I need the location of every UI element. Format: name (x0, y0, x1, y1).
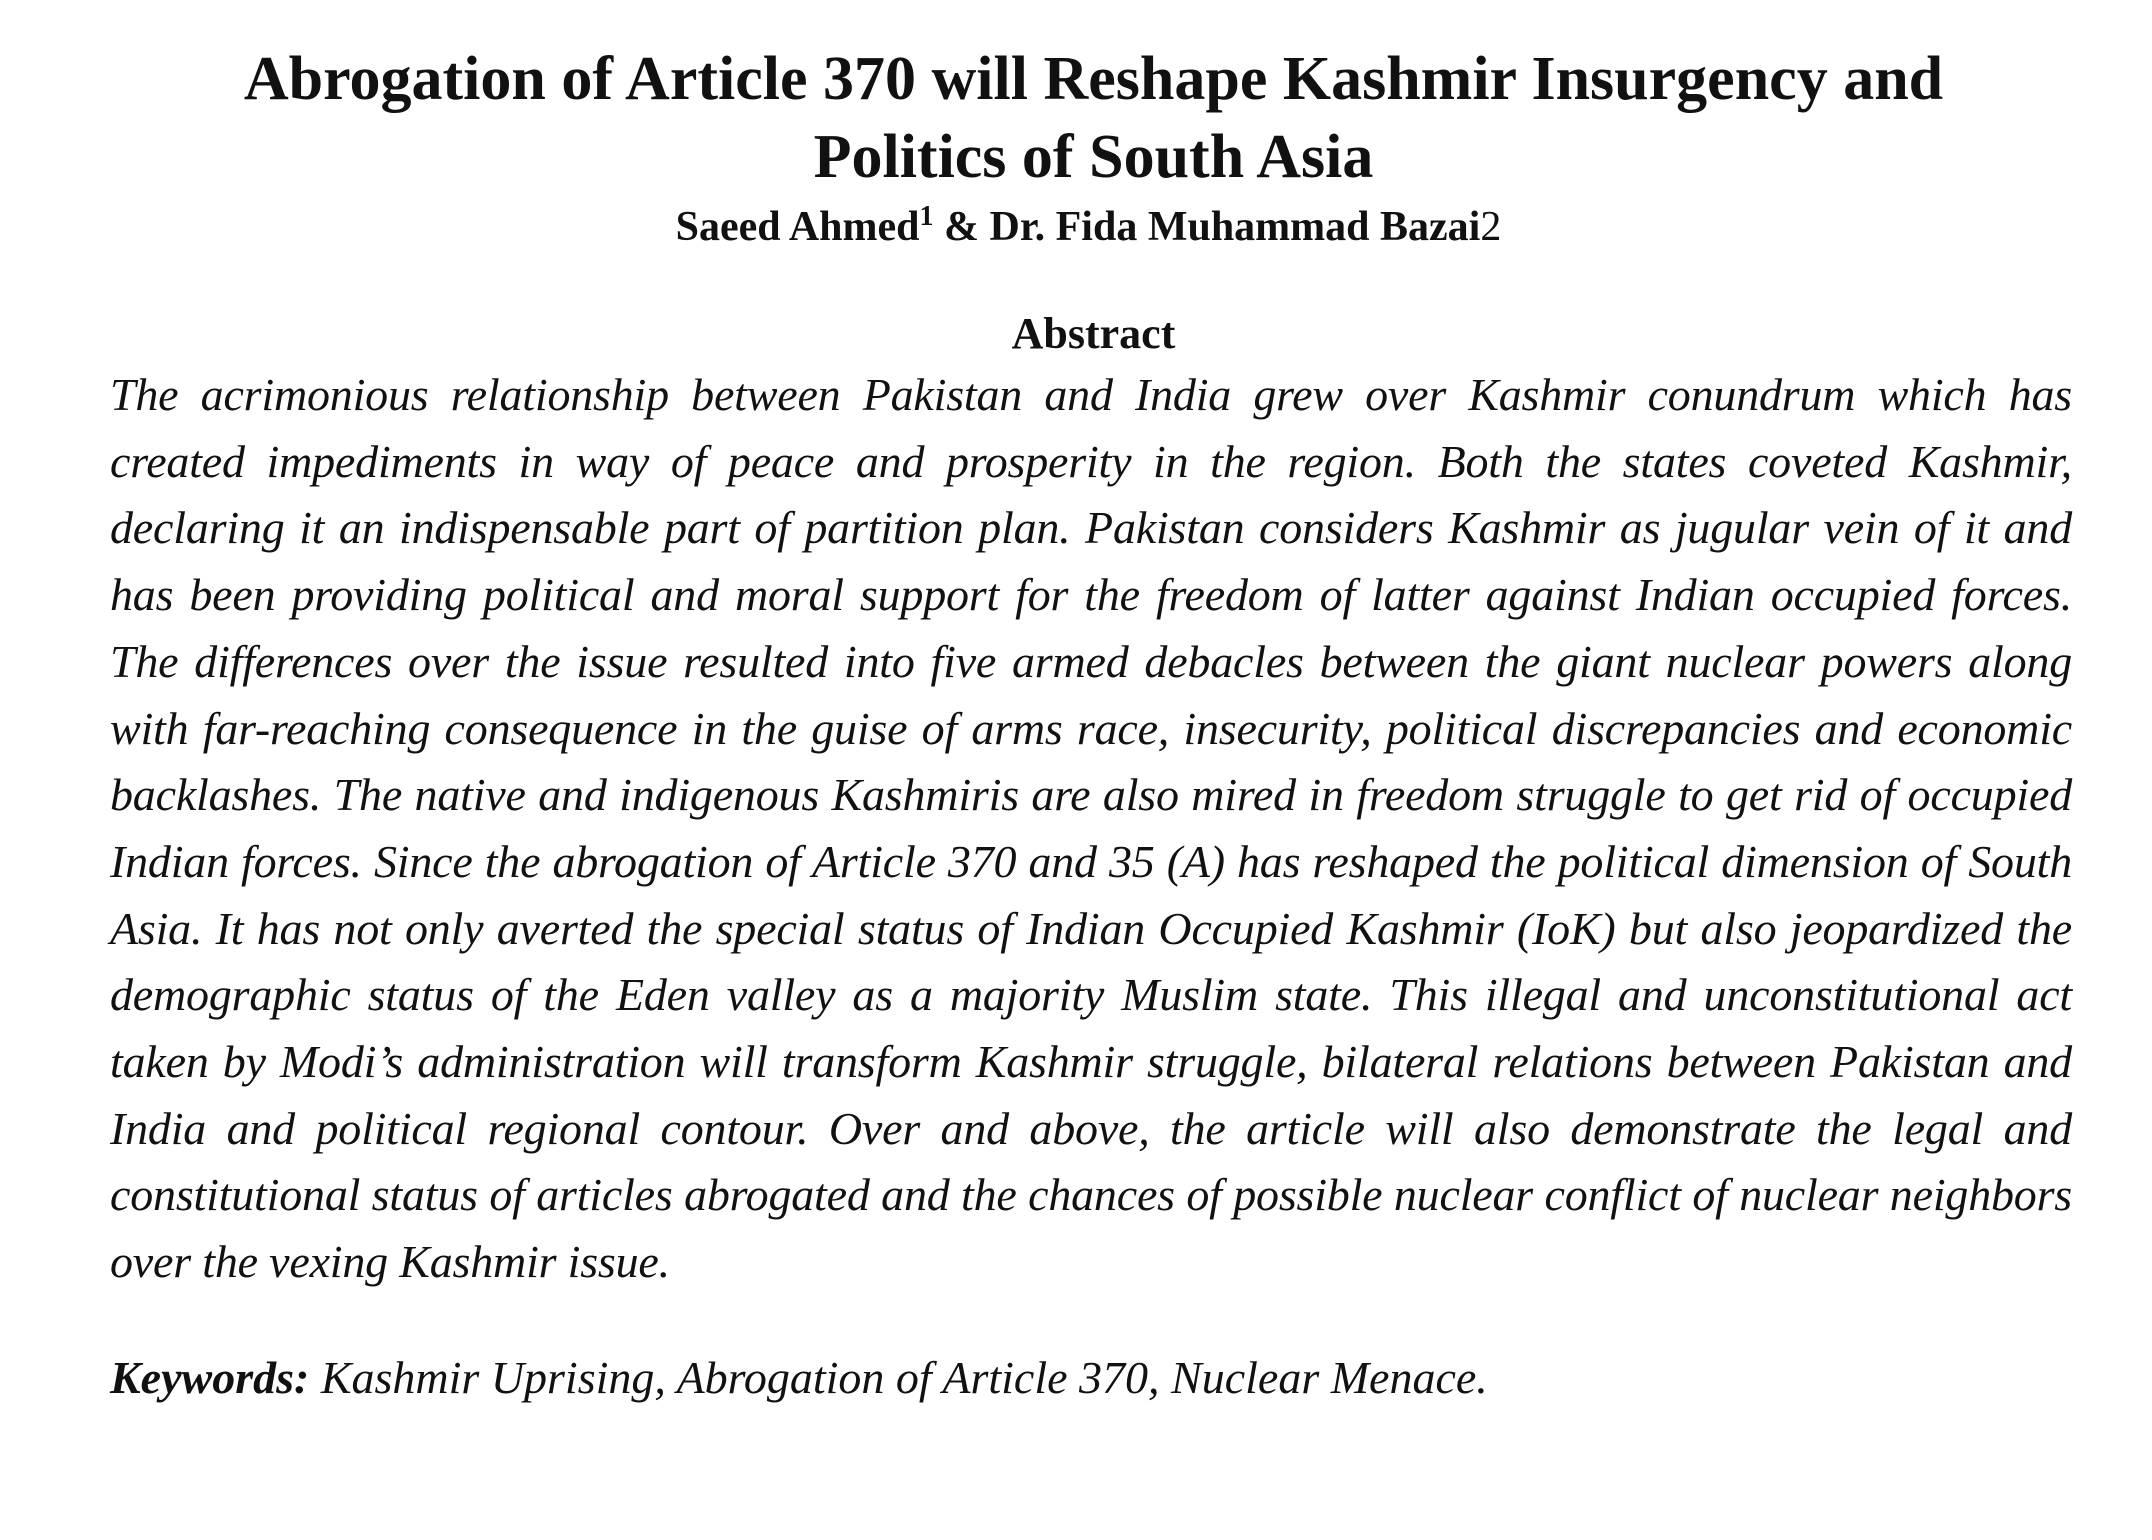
title-line-1: Abrogation of Article 370 will Reshape Kashmir Insurgency and (243, 45, 1944, 113)
keywords-text: Kashmir Uprising, Abrogation of Article 370, Nuclear Menace. (309, 1351, 1488, 1403)
abstract-heading: Abstract (1011, 309, 1176, 358)
paper-title (110, 40, 2067, 196)
title-line-2: Politics of South Asia (813, 123, 1374, 191)
author-1-name: Saeed Ahmed (675, 204, 920, 250)
author-separator: & (933, 204, 990, 250)
keywords-label: Keywords: (110, 1351, 310, 1403)
keywords-line (110, 1348, 2067, 1408)
author-list (110, 198, 2067, 256)
abstract-body: The acrimonious relationship between Pakistan and India grew over Kashmir conundrum which has created impediments in way of peace and prosperity in the region. Both the states coveted Kashmir, declaring it an indispensable part of partition plan. Pakistan considers Kashmir as jugular vein of it and has been providing political and moral support for the freedom of latter against Indian occupied forces. The differences over the issue resulted into five armed debacles between the giant nuclear powers along with far-reaching consequence in the guise of arms race, insecurity, political discrepancies and economic backlashes. The native and indigenous Kashmiris are also mired in freedom struggle to get rid of occupied Indian forces. Since the abrogation of Article 370 and 35 (A) has reshaped the political dimension of South Asia. It has not only averted the special status of Indian Occupied Kashmir (IoK) but also jeopardized the demographic status of the Eden valley as a majority Muslim state. This illegal and unconstitutional act taken by Modi’s administration will transform Kashmir struggle, bilateral relations between Pakistan and India and political regional contour. Over and above, the article will also demonstrate the legal and constitutional status of articles abrogated and the chances of possible nuclear conflict of nuclear neighbors over the vexing Kashmir issue. (110, 369, 2072, 1288)
author-2-affiliation-marker: 2 (1480, 204, 1502, 250)
author-2-name: Dr. Fida Muhammad Bazai (989, 204, 1481, 250)
author-1-affiliation-marker: 1 (919, 201, 934, 232)
